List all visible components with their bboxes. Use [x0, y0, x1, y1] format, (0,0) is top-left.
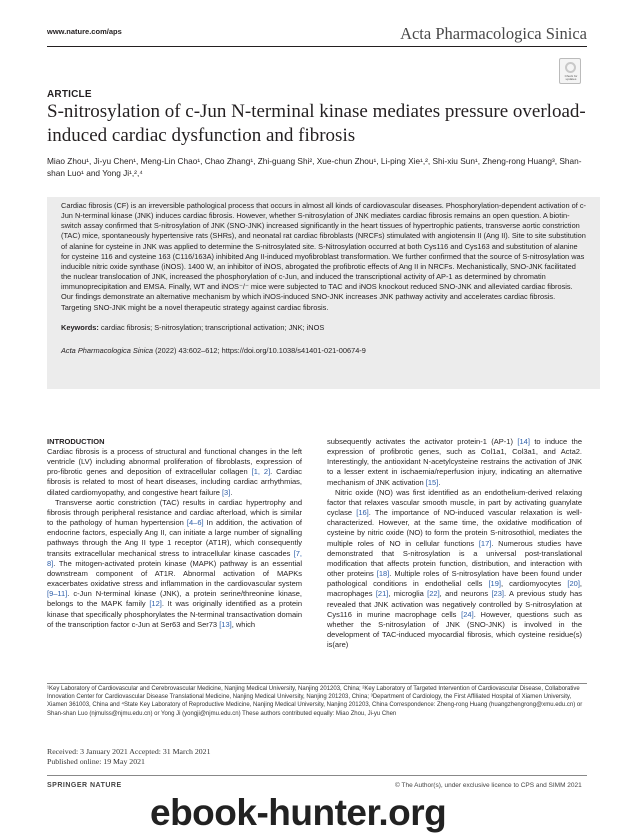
- keywords-value: cardiac fibrosis; S-nitrosylation; transcriptional activation; JNK; iNOS: [100, 322, 325, 332]
- footer-rule: [47, 775, 587, 776]
- body-column-left: [47, 437, 302, 630]
- reference-link[interactable]: [20]: [567, 579, 580, 589]
- article-title: S-nitrosylation of c-Jun N-terminal kinase mediates pressure overload-induced cardiac dysfunction and fibrosis: [47, 101, 586, 146]
- publisher-logo: SPRINGER NATURE: [47, 782, 122, 789]
- article-dates: [47, 747, 347, 766]
- right-paragraphs: [327, 437, 582, 650]
- reference-link[interactable]: [16]: [356, 508, 369, 518]
- body-text: In addition, the activation of endocrine factors, especially Ang II, can initiate a large number of signalling pathways through the Ang II type 1 receptor (AT1R), which consequently transits extracellular mechanical stress to intracellular kinase cascades: [47, 518, 303, 558]
- reference-link[interactable]: [22]: [427, 589, 440, 599]
- check-updates-icon: [565, 62, 576, 73]
- reference-link[interactable]: [23]: [491, 589, 504, 599]
- abstract-box: [47, 197, 600, 389]
- body-text: Cardiac fibrosis is a process of structural and functional changes in the left ventricle (LV) including abnormal proliferation of fibroblasts, expression of pro-fibrotic genes and deposition of extracellular collagen: [47, 447, 302, 477]
- reference-link[interactable]: [12]: [149, 599, 162, 609]
- abstract-text: Cardiac fibrosis (CF) is an irreversible pathological process that occurs in almost all kinds of cardiovascular diseases. Phosphorylation-dependent activation of c-Jun N-terminal kinase (JNK) induces cardiac fibrosis. However, whether S-nitrosylation of JNK mediates cardiac fibrosis remains an open question. A biotin-switch assay confirmed that S-nitrosylation of JNK (SNO-JNK) increased significantly in the heart tissues of hypertrophic patients, transverse aortic constriction (TAC) mice, spontaneously hypertensive rats (SHRs), and neonatal rat cardiac fibroblasts (NRCFs) stimulated with angiotensin II (Ang II). Site to site substitution of alanine for cysteine in JNK was applied to determine the S-nitrosylated site. S-Nitrosylation occurred at both Cys116 and Cys163 and substitution of alanine for cysteine 116 and cysteine 163 (C116/163A) inhibited Ang II-induced myofibroblast transformation. We further confirmed that the source of S-nitrosylation was inducible nitric oxide synthase (iNOS). 1400 W, an inhibitor of iNOS, abrogated the profibrotic effects of Ang II in NRCFs. Mechanistically, SNO-JNK facilitated the nuclear translocation of JNK, increased the phosphorylation of c-Jun, and induced the transcriptional activity of AP-1 as determined by chromatin immunoprecipitation and EMSA. Finally, WT and iNOS⁻/⁻ mice were subjected to TAC and iNOS knockout reduced SNO-JNK and alleviated cardiac fibrosis. Our findings demonstrate an alternative mechanism by which iNOS-induced SNO-JNK increases JNK pathway activity and accelerates cardiac fibrosis. Targeting SNO-JNK might be a novel therapeutic strategy against cardiac fibrosis.: [61, 201, 586, 312]
- reference-link[interactable]: [17]: [478, 538, 492, 548]
- reference-link[interactable]: [15]: [425, 477, 439, 487]
- body-text: .: [230, 487, 233, 497]
- affiliations-footnote: ¹Key Laboratory of Cardiovascular and Cerebrovascular Medicine, Nanjing Medical University, Nanjing 201203, China; ²Key Laboratory of Targeted Intervention of Cardiovascular Disease, Collaborative Innovation Center for Cardiovascular Disease Translational Medicine, Nanjing Medical University, Nanjing 201203, China; ³Department of Cardiology, the First Affiliated Hospital of Xiamen University, Xiamen 361003, China and ⁴State Key Laboratory of Reproductive Medicine, Nanjing Medical University, Nanjing 201203, China Correspondence: Zheng-rong Huang (huangzhengrong@xmu.edu.cn) or Shan-shan Luo (njmulss@njmu.edu.cn) or Yong Ji (yongji@njmu.edu.cn) These authors contributed equally: Miao Zhou, Ji-yu Chen: [47, 686, 583, 717]
- citation-doi[interactable]: (2022) 43:602–612; https://doi.org/10.1038/s41401-021-00674-9: [153, 345, 366, 355]
- reference-link[interactable]: [7, 8]: [47, 548, 302, 568]
- body-text: . c-Jun N-terminal kinase (JNK), a protein serine/threonine kinase, belongs to the MAPK family: [47, 589, 302, 609]
- journal-url[interactable]: www.nature.com/aps: [47, 27, 122, 36]
- reference-link[interactable]: [4–6]: [186, 518, 204, 528]
- body-text: Nitric oxide (NO) was first identified as an endothelium-derived relaxing factor that relaxes vascular smooth muscle, in part by activating guanylate cyclase: [327, 487, 582, 518]
- body-text: , and neurons: [439, 589, 492, 599]
- citation-line: [61, 346, 586, 356]
- reference-link[interactable]: [14]: [517, 437, 530, 446]
- reference-link[interactable]: [24]: [461, 609, 474, 619]
- body-text: . Numerous studies have demonstrated that S-nitrosylation is a universal post-translational modification that affects protein function, distribution, and interaction with other proteins: [327, 538, 582, 579]
- article-type: ARTICLE: [47, 89, 92, 100]
- body-text: . The mitogen-activated protein kinase (MAPK) pathway is an essential downstream component of AT1R. Abnormal activation of MAPKs exacerbates oxidative stress and inflammation in the cardiovascular system: [47, 558, 302, 589]
- published-date: Published online: 19 May 2021: [47, 756, 145, 766]
- reference-link[interactable]: [1, 2]: [251, 467, 271, 477]
- body-text: , cardiomyocytes: [500, 579, 568, 589]
- body-paragraph: [47, 498, 302, 630]
- watermark-text: ebook-hunter.org: [150, 792, 447, 833]
- body-text: , which: [231, 619, 256, 629]
- reference-link[interactable]: [18]: [376, 569, 390, 579]
- body-paragraph: [327, 437, 582, 488]
- citation-journal: Acta Pharmacologica Sinica: [61, 345, 154, 355]
- body-paragraph: [47, 447, 302, 498]
- body-text: , microglia: [388, 589, 428, 599]
- reference-link[interactable]: [21]: [375, 589, 389, 599]
- body-text: . It was originally identified as a protein kinase that specifically phosphorylates the N-terminal transactivation domain of the transcription factor c-Jun at Ser63 and Ser73: [47, 599, 302, 629]
- copyright-notice: © The Author(s), under exclusive licence to CPS and SIMM 2021: [395, 782, 582, 789]
- section-heading-introduction: INTRODUCTION: [47, 437, 105, 446]
- body-text: . Multiple roles of S-nitrosylation have been found under pathological conditions in endothelial cells: [327, 569, 582, 589]
- reference-link[interactable]: [13]: [219, 619, 232, 629]
- body-text: . Cardiac fibrosis is related to most of heart diseases, including cardiac arrhythmias, dilated cardiomyopathy, and congestive heart failure: [47, 467, 303, 497]
- footnote-rule: [47, 683, 587, 684]
- body-text: subsequently activates the activator protein-1 (AP-1): [327, 437, 518, 446]
- body-text: to induce the expression of profibrotic genes, such as Col1a1, Col3a1, and Acta2. Interestingly, the antioxidant N-acetylcysteine restrains the activation of JNK to a lesser extent in ischaemia/reperfusion injury, indicating an alternative mechanism of JNK activation: [327, 437, 582, 487]
- reference-link[interactable]: [9–11]: [47, 589, 68, 599]
- left-paragraphs: [47, 447, 302, 630]
- reference-link[interactable]: [3]: [221, 487, 231, 497]
- header-rule: [47, 46, 587, 47]
- body-text: . The importance of NO-induced vascular relaxation is well-characterized. However, at the same time, the oxidative modification of cysteine by nitric oxide (NO) to form the protein S-nitrosothiol, mediates the multiple roles of NO in cellular functions: [327, 508, 583, 548]
- body-text: , macrophages: [327, 579, 582, 599]
- check-for-updates-badge[interactable]: [559, 58, 581, 84]
- body-text: .: [438, 477, 441, 487]
- body-paragraph: [327, 488, 582, 651]
- body-text: Transverse aortic constriction (TAC) results in cardiac hypertrophy and fibrosis through peripheral resistance and cardiac afterload, which is similar to the pathology of human hypertension: [47, 497, 302, 528]
- body-text: . However, questions such as whether the S-nitrosylation of JNK (SNO-JNK) is involved in the development of TAC-induced myocardial fibrosis, which cysteine residue(s) is(are): [327, 609, 582, 650]
- author-list: Miao Zhou¹, Ji-yu Chen¹, Meng-Lin Chao¹, Chao Zhang¹, Zhi-guang Shi², Xue-chun Zhou¹, Li-ping Xie¹,², Shi-xiu Sun¹, Zheng-rong Huang³, Shan-shan Luo¹ and Yong Ji¹,²,⁴: [47, 156, 582, 178]
- reference-link[interactable]: [19]: [488, 579, 501, 589]
- body-column-right: [327, 437, 582, 650]
- received-accepted-date: Received: 3 January 2021 Accepted: 31 March 2021: [47, 747, 211, 756]
- keywords-label: Keywords:: [61, 322, 99, 332]
- check-updates-label: Check for updates: [564, 74, 578, 82]
- journal-name: Acta Pharmacologica Sinica: [400, 24, 587, 43]
- keywords: [61, 323, 586, 333]
- body-text: . A previous study has revealed that JNK activation was negatively controlled by S-nitrosylation at Cys116 in murine macrophage cells: [327, 589, 583, 619]
